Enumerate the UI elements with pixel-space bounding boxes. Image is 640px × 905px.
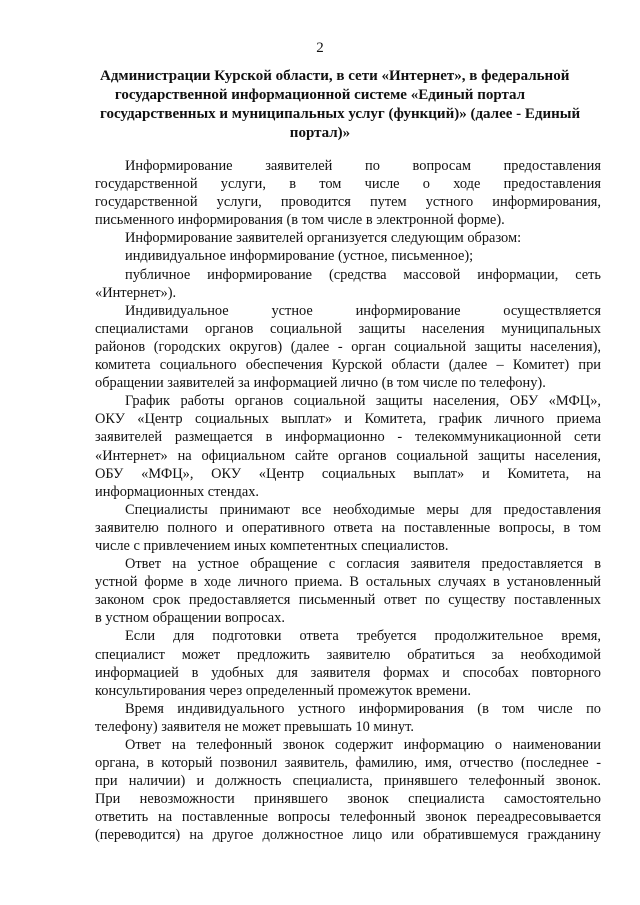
text-line: Индивидуальное устное информирование осуществляется <box>125 302 601 319</box>
text-line: законом срок предоставляется письменный ответ по существу поставленных <box>95 592 601 609</box>
text-line: специалистами органов социальной защиты населения муниципальных <box>95 320 601 337</box>
paragraph <box>95 157 601 229</box>
text-line: числе с привлечением иных компетентных специалистов. <box>95 537 449 554</box>
text-line: районов (городских округов) (далее - орган социальной защиты населения), <box>95 338 601 355</box>
paragraph <box>95 302 601 392</box>
text-line: ОБУ «МФЦ», ОКУ «Центр социальных выплат» и Комитета, на <box>95 465 601 482</box>
heading-line: Администрации Курской области, в сети «Интернет», в федеральной <box>100 68 570 84</box>
section-heading <box>100 67 581 143</box>
text-line: заявителю полного и оперативного ответа на поставленные вопросы, в том <box>95 519 601 536</box>
text-line: обращении заявителей за информацией лично (в том числе по телефону). <box>95 375 546 392</box>
text-line: «Интернет»). <box>95 284 177 301</box>
paragraph <box>95 266 601 302</box>
text-line: График работы органов социальной защиты населения, ОБУ «МФЦ», <box>125 393 601 410</box>
text-line: информационных стендах. <box>95 483 260 500</box>
text-line: (переводится) на другое должностное лицо или обратившемуся гражданину <box>95 827 601 844</box>
text-line: государственной услуги, в том числе о ходе предоставления <box>95 176 601 193</box>
paragraph <box>95 392 601 501</box>
text-line: При невозможности принявшего звонок специалиста самостоятельно <box>95 791 601 808</box>
paragraph <box>95 700 601 736</box>
text-line: ответить на поставленные вопросы телефонный звонок переадресовывается <box>95 809 601 826</box>
paragraph <box>95 555 601 627</box>
paragraph <box>95 247 601 265</box>
text-line: консультирования через определенный промежуток времени. <box>95 682 471 699</box>
heading-line: государственных и муниципальных услуг (функций)» (далее - Единый <box>100 106 581 122</box>
text-line: «Интернет» на официальном сайте органов социальной защиты населения, <box>95 447 601 464</box>
text-line: информацией в удобных для заявителя формах и способах повторного <box>95 664 601 681</box>
text-line: телефону) заявителя не может превышать 10 минут. <box>95 718 414 735</box>
text-line: письменного информирования (в том числе в электронной форме). <box>95 212 505 229</box>
text-line: Время индивидуального устного информирования (в том числе по <box>125 700 601 717</box>
text-line: органа, в который позвонил заявитель, фамилию, имя, отчество (последнее - <box>95 755 601 772</box>
text-line: Ответ на телефонный звонок содержит информацию о наименовании <box>125 737 601 753</box>
paragraph <box>95 736 601 845</box>
text-line: комитета социального обеспечения Курской области (далее – Комитет) при <box>95 357 601 374</box>
text-line: Информирование заявителей организуется следующим образом: <box>125 230 522 247</box>
text-line: ОКУ «Центр социальных выплат» и Комитета, график личного приема <box>95 411 601 428</box>
text-line: специалист может предложить заявителю обратиться за необходимой <box>95 646 601 663</box>
text-line: Информирование заявителей по вопросам предоставления <box>125 158 601 174</box>
text-line: публичное информирование (средства массовой информации, сеть <box>125 266 601 283</box>
page-number: 2 <box>316 40 324 56</box>
text-line: Специалисты принимают все необходимые меры для предоставления <box>125 501 601 518</box>
text-line: Ответ на устное обращение с согласия заявителя предоставляется в <box>125 556 601 573</box>
text-line: индивидуальное информирование (устное, письменное); <box>125 248 474 265</box>
body-text <box>95 157 601 845</box>
paragraph <box>95 501 601 555</box>
heading-line: государственной информационной системе «Единый портал <box>114 87 526 103</box>
paragraph <box>95 229 601 247</box>
text-line: заявителей размещается в информационно - телекоммуникационной сети <box>95 429 601 446</box>
heading-line: портал)» <box>289 125 351 141</box>
text-line: устной форме в ходе личного приема. В остальных случаях в установленный <box>95 574 601 591</box>
text-line: Если для подготовки ответа требуется продолжительное время, <box>125 628 601 645</box>
paragraph <box>95 627 601 699</box>
text-line: в устном обращении вопросах. <box>95 610 285 627</box>
text-line: государственной услуги, проводится путем устного информирования, <box>95 194 601 211</box>
text-line: при наличии) и должность специалиста, принявшего телефонный звонок. <box>95 773 601 790</box>
